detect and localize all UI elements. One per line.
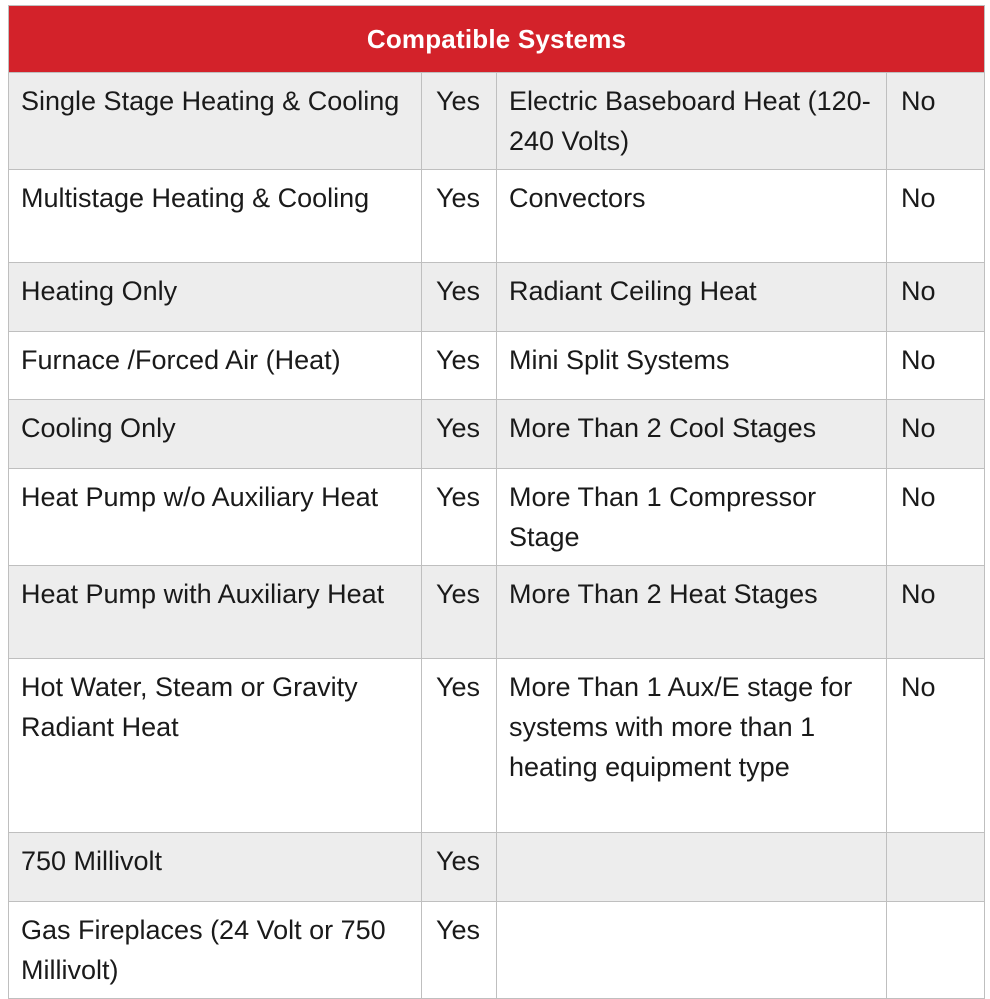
table-row — [9, 400, 985, 469]
compatibility-right — [887, 902, 985, 999]
compatibility-left: Yes — [422, 332, 497, 400]
compatibility-right: No — [887, 659, 985, 833]
compatibility-right: No — [887, 400, 985, 469]
system-name-left: Heat Pump with Auxiliary Heat — [9, 566, 422, 659]
system-name-left: Heating Only — [9, 263, 422, 332]
table-row — [9, 170, 985, 263]
compatible-systems-table — [8, 5, 985, 999]
system-name-left: 750 Millivolt — [9, 833, 422, 902]
compatibility-left: Yes — [422, 73, 497, 170]
table-row — [9, 833, 985, 902]
compatibility-left: Yes — [422, 902, 497, 999]
compatibility-right: No — [887, 469, 985, 566]
system-name-left: Heat Pump w/o Auxiliary Heat — [9, 469, 422, 566]
table-header-row — [9, 6, 985, 73]
system-name-left: Cooling Only — [9, 400, 422, 469]
compatibility-right: No — [887, 170, 985, 263]
table-row — [9, 332, 985, 400]
system-name-left: Hot Water, Steam or Gravity Radiant Heat — [9, 659, 422, 833]
table-title: Compatible Systems — [9, 6, 985, 73]
system-name-right: Convectors — [497, 170, 887, 263]
compatibility-left: Yes — [422, 833, 497, 902]
system-name-right: Radiant Ceiling Heat — [497, 263, 887, 332]
system-name-left: Multistage Heating & Cooling — [9, 170, 422, 263]
compatibility-left: Yes — [422, 170, 497, 263]
system-name-right — [497, 833, 887, 902]
table-row — [9, 566, 985, 659]
compatibility-right: No — [887, 73, 985, 170]
system-name-right: More Than 1 Compressor Stage — [497, 469, 887, 566]
compatibility-right — [887, 833, 985, 902]
table-row — [9, 659, 985, 833]
compatibility-left: Yes — [422, 659, 497, 833]
system-name-left: Furnace /Forced Air (Heat) — [9, 332, 422, 400]
compatibility-right: No — [887, 263, 985, 332]
system-name-right: Electric Baseboard Heat (120-240 Volts) — [497, 73, 887, 170]
table-row — [9, 73, 985, 170]
system-name-right: More Than 2 Cool Stages — [497, 400, 887, 469]
compatibility-right: No — [887, 566, 985, 659]
system-name-right: More Than 2 Heat Stages — [497, 566, 887, 659]
compatibility-left: Yes — [422, 400, 497, 469]
compatibility-left: Yes — [422, 263, 497, 332]
system-name-left: Gas Fireplaces (24 Volt or 750 Millivolt) — [9, 902, 422, 999]
compatibility-left: Yes — [422, 566, 497, 659]
compatibility-table-container — [8, 5, 984, 999]
system-name-left: Single Stage Heating & Cooling — [9, 73, 422, 170]
table-row — [9, 902, 985, 999]
compatibility-left: Yes — [422, 469, 497, 566]
system-name-right — [497, 902, 887, 999]
table-row — [9, 469, 985, 566]
compatibility-right: No — [887, 332, 985, 400]
table-row — [9, 263, 985, 332]
system-name-right: More Than 1 Aux/E stage for systems with more than 1 heating equipment type — [497, 659, 887, 833]
system-name-right: Mini Split Systems — [497, 332, 887, 400]
